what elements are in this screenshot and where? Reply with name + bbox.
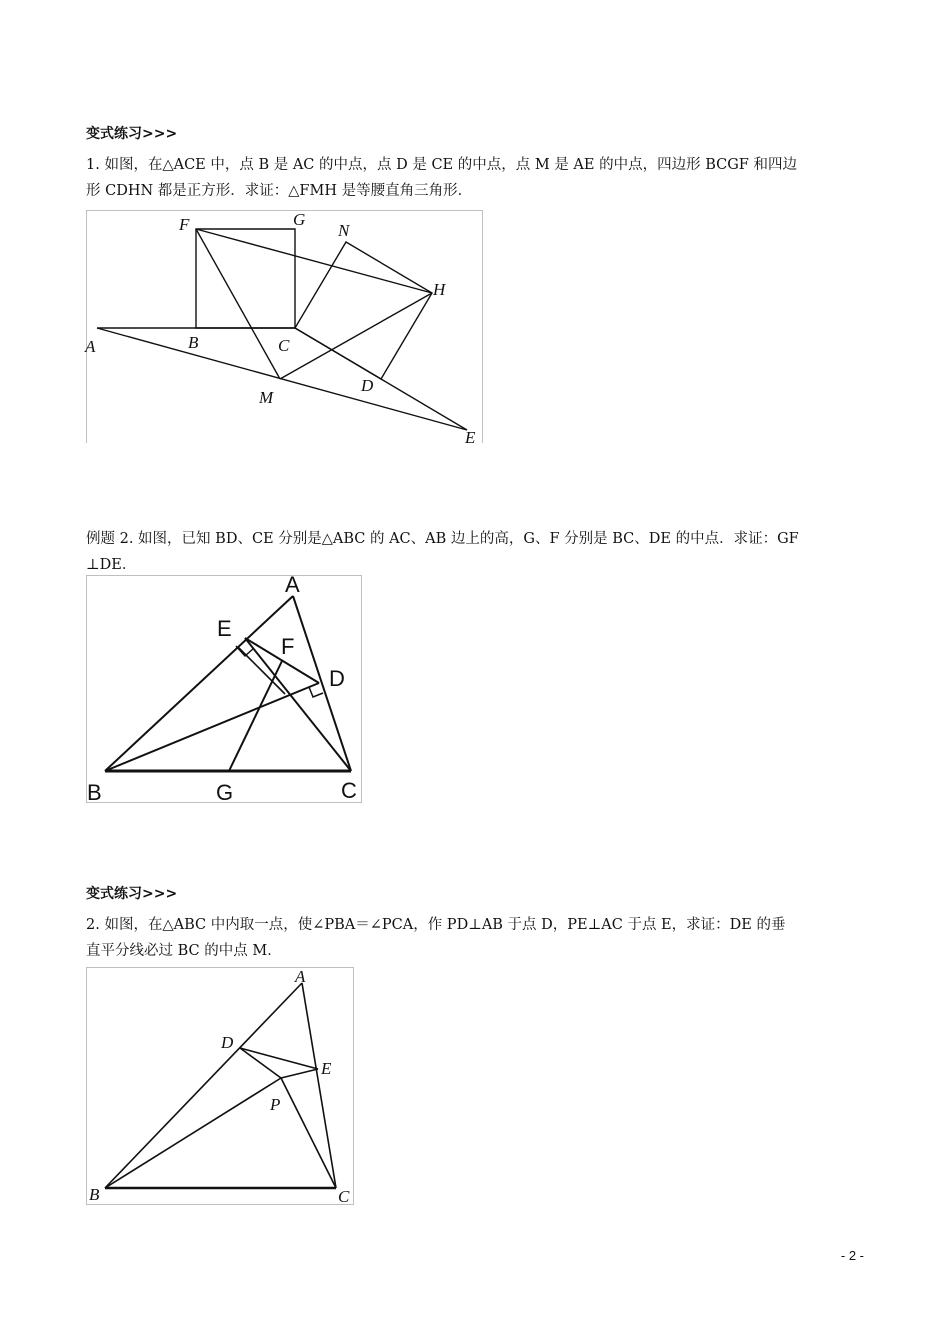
label-e: E [217, 616, 232, 641]
label-f: F [281, 634, 295, 659]
example-2-line-2: ⊥DE． [86, 557, 137, 573]
figure-1-diagram [85, 210, 482, 447]
section-heading-1: 变式练习>>> [86, 126, 178, 142]
label-d: D [361, 376, 374, 395]
segment-dp [240, 1048, 281, 1078]
right-angle-d [309, 687, 323, 697]
label-h: H [433, 280, 446, 299]
problem-1-line-2: 形 CDHN 都是正方形．求证：△FMH 是等腰直角三角形． [86, 183, 473, 199]
example-2-line-1: 例题 2. 如图，已知 BD、CE 分别是△ABC 的 AC、AB 边上的高，G、F 分别是 BC、DE 的中点．求证：GF [86, 531, 799, 547]
figure-3 [86, 967, 354, 1205]
label-f: F [179, 215, 190, 234]
segment-fm [196, 229, 280, 379]
label-m: M [259, 388, 274, 407]
label-b: B [89, 1185, 100, 1204]
label-g: G [216, 780, 234, 805]
segment-mh [280, 293, 432, 379]
segment-ab [105, 596, 293, 771]
problem-2-line-2: 直平分线必过 BC 的中点 M． [86, 943, 282, 959]
label-a: A [285, 572, 300, 597]
figure-2-diagram [87, 572, 361, 805]
figure-3-diagram [87, 968, 353, 1204]
label-d: D [221, 1033, 234, 1052]
square-bcgf [196, 229, 295, 328]
label-b: B [188, 333, 199, 352]
label-g: G [293, 210, 306, 229]
label-n: N [338, 221, 350, 240]
label-p: P [270, 1095, 281, 1114]
label-c: C [341, 778, 357, 803]
label-a: A [85, 337, 96, 356]
figure-1 [85, 210, 483, 447]
segment-ab [105, 983, 302, 1188]
label-a: A [295, 967, 306, 986]
segment-de [240, 1048, 318, 1069]
page-number: - 2 - [840, 1248, 864, 1263]
segment-ac [302, 983, 336, 1188]
label-c: C [278, 336, 290, 355]
problem-1-line-1: 1. 如图，在△ACE 中，点 B 是 AC 的中点，点 D 是 CE 的中点，点 M 是 AE 的中点，四边形 BCGF 和四边 [86, 157, 797, 173]
label-e: E [465, 428, 476, 447]
label-d: D [329, 666, 345, 691]
segment-bd [105, 683, 319, 771]
problem-2-line-1: 2. 如图，在△ABC 中内取一点，使∠PBA＝∠PCA，作 PD⊥AB 于点 D，PE⊥AC 于点 E，求证：DE 的垂 [86, 917, 786, 933]
segment-pe [281, 1069, 318, 1078]
segment-fh [196, 229, 432, 293]
label-e: E [321, 1059, 332, 1078]
label-b: B [87, 780, 102, 805]
segment-cp [281, 1078, 336, 1188]
section-heading-2: 变式练习>>> [86, 886, 178, 902]
segment-bp [105, 1078, 281, 1188]
label-c: C [338, 1187, 350, 1206]
figure-2 [86, 572, 362, 805]
